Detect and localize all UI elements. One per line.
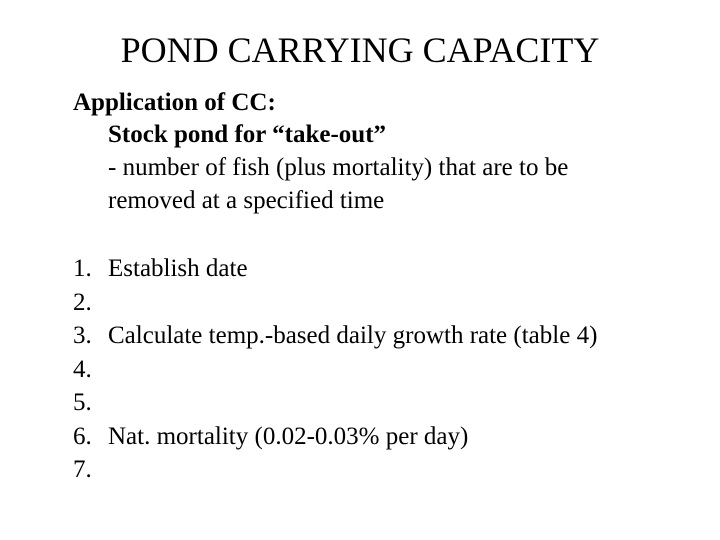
step-item — [73, 353, 597, 387]
step-item — [73, 420, 597, 454]
step-number: 2. — [73, 288, 92, 316]
application-subheading: Stock pond for “take-out” — [108, 121, 387, 148]
application-detail-line-1: - number of fish (plus mortality) that are to be — [108, 154, 569, 181]
slide-title: POND CARRYING CAPACITY — [120, 30, 600, 70]
step-text: Calculate temp.-based daily growth rate (table 4) — [108, 322, 598, 349]
step-item — [73, 319, 597, 353]
step-number: 3. — [73, 322, 92, 349]
step-item — [73, 286, 597, 320]
step-number: 1. — [73, 255, 92, 282]
step-item — [73, 453, 597, 487]
step-text: Establish date — [108, 255, 248, 282]
step-item — [73, 386, 597, 420]
step-number: 7. — [73, 456, 92, 483]
step-number: 6. — [73, 422, 92, 450]
steps-list — [73, 252, 597, 487]
step-number: 4. — [73, 355, 92, 383]
application-heading: Application of CC: — [73, 89, 276, 116]
step-text: Nat. mortality (0.02-0.03% per day) — [108, 422, 469, 450]
step-item — [73, 252, 597, 286]
application-detail-line-2: removed at a specified time — [108, 187, 385, 214]
step-number: 5. — [73, 389, 92, 416]
